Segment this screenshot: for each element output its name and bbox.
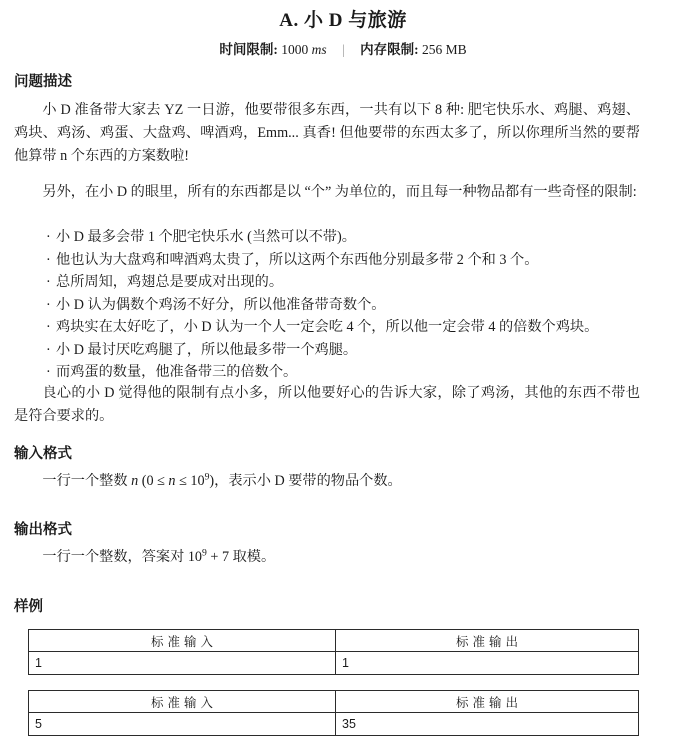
time-limit-label: 时间限制: — [219, 42, 278, 57]
sample-heading: 样例 — [14, 599, 43, 615]
sample-table-2 — [28, 690, 639, 736]
input-format-body-wrap — [0, 470, 686, 493]
list-item: · 而鸡蛋的数量，他准备带三的倍数个。 — [46, 361, 640, 384]
memory-limit-label: 内存限制: — [360, 42, 419, 57]
column-header-standard-output: 标准输出 — [336, 691, 639, 713]
output-format-body-wrap — [0, 546, 686, 569]
description-paragraph-2: 另外，在小 D 的眼里，所有的东西都是以 “个” 为单位的，而且每一种物品都有一些奇怪的限制: — [42, 184, 637, 200]
description-paragraph-1: 小 D 准备带大家去 YZ 一日游，他要带很多东西，一共有以下 8 种: 肥宅快乐水、鸡腿、鸡翅、鸡块、鸡汤、鸡蛋、大盘鸡、啤酒鸡，Emm... 真香! 但他要带的东西太多了，所以你理所当然的要帮他算带 n 个东西的方案数啦! — [14, 102, 640, 164]
column-header-standard-input: 标准输入 — [29, 691, 336, 713]
output-format-heading: 输出格式 — [14, 522, 72, 538]
sample-section — [0, 597, 686, 617]
input-format-suffix: 表示小 D 要带的物品个数。 — [228, 473, 402, 489]
output-format-mid: + 7 — [206, 549, 230, 565]
input-format-variable: n — [131, 473, 139, 489]
description-paragraph-2-wrap — [0, 181, 686, 204]
table-row — [29, 652, 639, 675]
limits-separator: | — [342, 42, 345, 57]
description-paragraph-1-wrap — [0, 99, 686, 168]
input-format-exponent: 9 — [204, 471, 210, 483]
time-limit-value: 1000 — [281, 42, 309, 57]
sample-input-value: 1 — [29, 652, 336, 675]
list-item: · 鸡块实在太好吃了，小 D 认为一个人一定会吃 4 个，所以他一定会带 4 的倍数个鸡块。 — [46, 316, 640, 339]
time-limit-unit: ms — [311, 42, 327, 57]
input-format-constraint-mid: ≤ 10 — [175, 473, 205, 489]
output-format-prefix: 一行一个整数，答案对 10 — [42, 549, 203, 565]
list-item: · 他也认为大盘鸡和啤酒鸡太贵了，所以这两个东西他分别最多带 2 个和 3 个。 — [46, 249, 640, 272]
sample-table-1 — [28, 629, 639, 675]
description-paragraph-3-wrap — [0, 382, 686, 428]
page-title: A. 小 D 与旅游 — [279, 10, 407, 31]
table-header-row — [29, 691, 639, 713]
sample-output-value: 1 — [336, 652, 639, 675]
description-section — [0, 72, 686, 92]
constraint-list-wrap — [0, 226, 686, 384]
input-format-heading: 输入格式 — [14, 446, 72, 462]
description-heading: 问题描述 — [14, 74, 72, 90]
input-format-section — [0, 444, 686, 464]
table-row — [29, 713, 639, 736]
column-header-standard-input: 标准输入 — [29, 630, 336, 652]
list-item: · 小 D 最讨厌吃鸡腿了，所以他最多带一个鸡腿。 — [46, 339, 640, 362]
list-item: · 小 D 认为偶数个鸡汤不好分，所以他准备带奇数个。 — [46, 294, 640, 317]
input-format-body — [0, 470, 686, 493]
sample-table-1-wrap — [0, 629, 686, 675]
input-format-constraint-close: )， — [209, 473, 229, 489]
sample-output-value: 35 — [336, 713, 639, 736]
output-format-exponent: 9 — [202, 547, 207, 559]
input-format-constraint-open: (0 ≤ — [138, 473, 169, 489]
column-header-standard-output: 标准输出 — [336, 630, 639, 652]
output-format-suffix: 取模。 — [229, 549, 276, 565]
list-item: · 总所周知，鸡翅总是要成对出现的。 — [46, 271, 640, 294]
input-format-constraint-variable: n — [168, 473, 176, 489]
input-format-prefix: 一行一个整数 — [42, 473, 132, 489]
list-item: · 小 D 最多会带 1 个肥宅快乐水 (当然可以不带)。 — [46, 226, 640, 249]
memory-limit-value: 256 MB — [421, 42, 467, 57]
problem-limits — [0, 40, 686, 60]
description-paragraph-3: 良心的小 D 觉得他的限制有点小多，所以他要好心的告诉大家，除了鸡汤，其他的东西不带也是符合要求的。 — [14, 385, 640, 424]
sample-table-2-wrap — [0, 690, 686, 736]
sample-input-value: 5 — [29, 713, 336, 736]
table-header-row — [29, 630, 639, 652]
output-format-section — [0, 520, 686, 540]
constraint-list — [0, 226, 686, 384]
output-format-body — [0, 546, 686, 569]
